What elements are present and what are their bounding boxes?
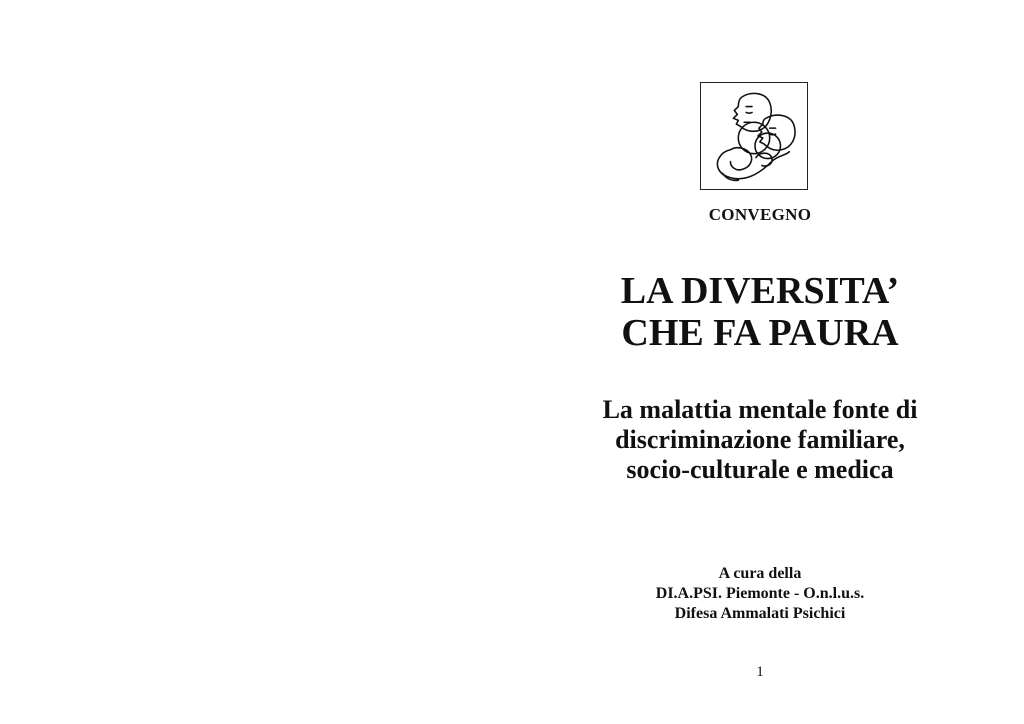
curator-line: Difesa Ammalati Psichici xyxy=(674,605,846,622)
subtitle-line: discriminazione familiare, xyxy=(615,425,905,454)
page-number: 1 xyxy=(756,664,764,680)
title-line: CHE FA PAURA xyxy=(621,312,899,354)
title-line: LA DIVERSITA’ xyxy=(620,270,900,312)
curator-block xyxy=(560,564,960,624)
event-type-heading: CONVEGNO xyxy=(708,205,812,224)
cover-page xyxy=(560,0,960,724)
document-subtitle xyxy=(560,395,960,485)
subtitle-line: socio-culturale e medica xyxy=(626,455,894,484)
document-title xyxy=(560,270,960,354)
faces-logo-icon xyxy=(700,82,808,190)
curator-line: A cura della xyxy=(718,565,802,582)
curator-line: DI.A.PSI. Piemonte - O.n.l.u.s. xyxy=(655,585,865,602)
subtitle-line: La malattia mentale fonte di xyxy=(602,395,918,424)
